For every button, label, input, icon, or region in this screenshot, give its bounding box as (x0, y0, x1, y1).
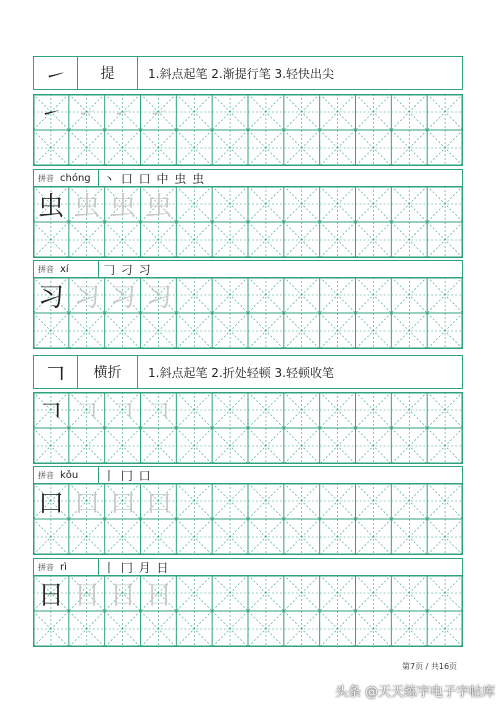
stroke-tips: 1.斜点起笔 2.折处轻顿 3.轻顿收笔 (148, 365, 334, 380)
trace-char: 习 (109, 282, 136, 313)
pinyin-label: 拼音 (38, 470, 54, 480)
stroke-glyph: 𠃍 (34, 356, 78, 388)
trace-char: 虫 (109, 191, 136, 222)
sample-char: 习 (37, 282, 64, 313)
pinyin-label: 拼音 (38, 173, 54, 183)
trace-char: 虫 (145, 191, 172, 222)
trace-char: 日 (109, 580, 136, 611)
pinyin-text: kǒu (60, 469, 79, 481)
trace-char: 虫 (73, 191, 100, 222)
pinyin-text: chóng (60, 172, 91, 184)
stroke-glyph: ㇀ (34, 57, 78, 89)
sample-char: 日 (37, 580, 64, 611)
stroke-order: 丨 冂 月 日 (103, 560, 170, 575)
practice-grid (33, 277, 463, 349)
trace-char: 习 (73, 282, 100, 313)
trace-char: 口 (73, 488, 100, 519)
practice-grid (33, 575, 463, 647)
trace-char: 习 (145, 282, 172, 313)
page-number: 第7页 / 共16页 (402, 662, 458, 671)
trace-char: ㇀ (111, 101, 134, 127)
stroke-tips: 1.斜点起笔 2.渐提行笔 3.轻快出尖 (148, 66, 334, 81)
trace-char: 𠃍 (109, 397, 136, 428)
pinyin-text: xí (60, 263, 69, 275)
stroke-name: 横折 (78, 356, 138, 388)
watermark: 头条 @天天练字电子字帖库 (335, 685, 496, 700)
trace-char: 口 (109, 488, 136, 519)
trace-char: ㇀ (75, 101, 98, 127)
trace-char: 口 (145, 488, 172, 519)
trace-char: 𠃍 (73, 397, 100, 428)
stroke-name: 提 (78, 57, 138, 89)
sample-char: ㇀ (39, 101, 62, 127)
stroke-order: 丨 冂 口 (103, 468, 152, 483)
stroke-order: 𠃌 刁 习 (103, 262, 152, 277)
stroke-order: 丶 口 口 中 虫 虫 (103, 171, 206, 186)
trace-char: ㇀ (147, 101, 170, 127)
trace-char: 日 (145, 580, 172, 611)
stroke-header-2 (33, 355, 463, 389)
sample-char: 口 (37, 488, 64, 519)
pinyin-line (33, 466, 463, 483)
trace-char: 日 (73, 580, 100, 611)
pinyin-label: 拼音 (38, 264, 54, 274)
practice-grid-stroke-2 (33, 392, 463, 464)
trace-char: 𠃍 (145, 397, 172, 428)
sample-char: 𠃍 (37, 397, 64, 428)
practice-grid (33, 186, 463, 258)
practice-grid (33, 483, 463, 555)
pinyin-line (33, 260, 463, 277)
sample-char: 虫 (37, 191, 64, 222)
stroke-header-1 (33, 56, 463, 90)
pinyin-text: rì (60, 561, 67, 573)
pinyin-label: 拼音 (38, 562, 54, 572)
practice-grid-stroke-1 (33, 94, 463, 166)
pinyin-line (33, 558, 463, 575)
pinyin-line (33, 169, 463, 186)
